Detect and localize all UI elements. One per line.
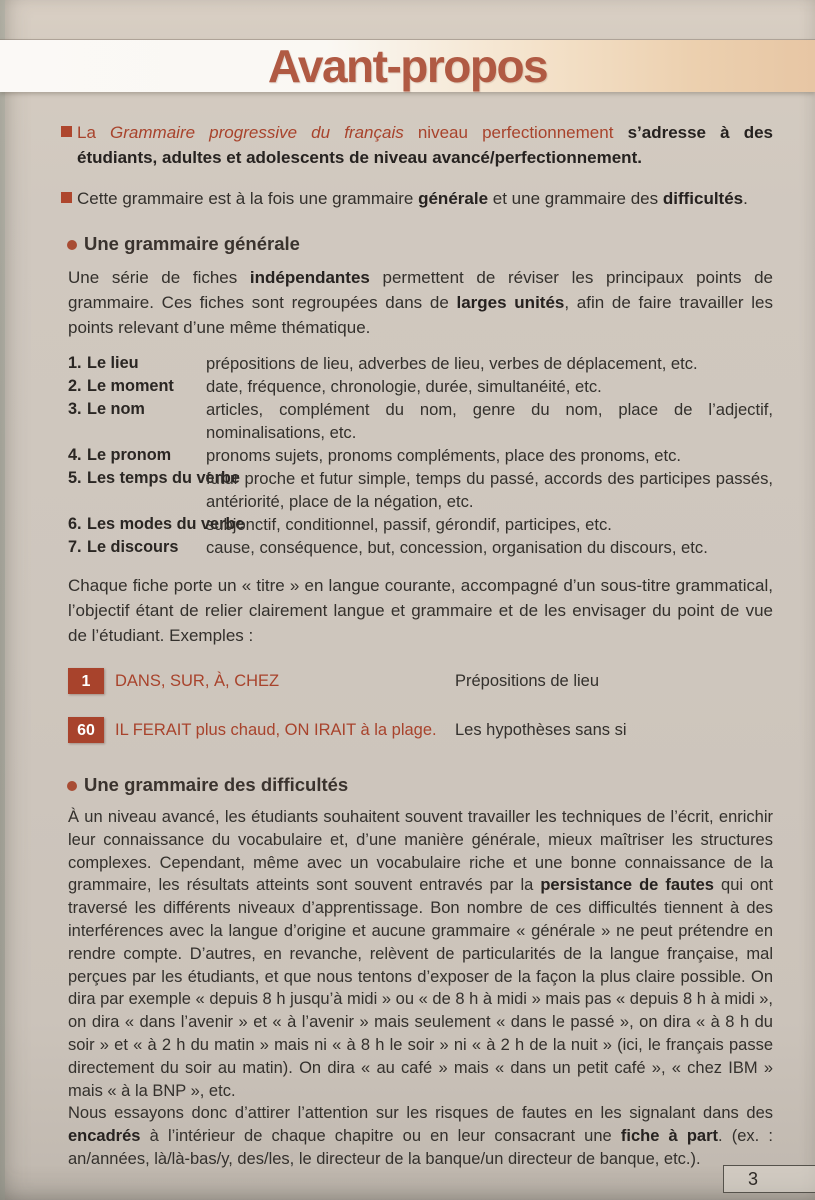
unit-number: 7. bbox=[68, 538, 82, 556]
title-banner bbox=[0, 40, 815, 92]
unit-description: date, fréquence, chronologie, durée, simultanéité, etc. bbox=[206, 377, 602, 396]
intro2-run: Cette grammaire est à la fois une grammaire bbox=[77, 189, 419, 208]
book-level-text: niveau perfectionnement bbox=[403, 123, 628, 142]
unit-number: 3. bbox=[68, 400, 82, 418]
intro2-run: . bbox=[743, 189, 748, 208]
unit-number: 1. bbox=[68, 354, 82, 372]
intro-paragraph-2 bbox=[68, 186, 773, 211]
unit-list-item bbox=[68, 513, 773, 536]
unit-term: Les temps du verbe bbox=[87, 469, 240, 487]
unit-number: 4. bbox=[68, 446, 82, 464]
paragraph-bold-encadres: encadrés bbox=[68, 1127, 141, 1146]
paragraph-run: Une série de fiches bbox=[68, 268, 250, 287]
section-heading-text: Une grammaire des difficultés bbox=[84, 774, 349, 795]
fiche-number-badge: 1 bbox=[68, 668, 104, 694]
fiche-title: IL FERAIT plus chaud, ON IRAIT à la plage. bbox=[115, 720, 437, 739]
unit-term: Le moment bbox=[87, 377, 174, 395]
fiche-title-paragraph: Chaque fiche porte un « titre » en langue courante, accompagné d’un sous-titre grammatical, l’objectif étant de relier clairement langue et grammaire et de les envisager du point de vue de l’étudiant. Exemples : bbox=[68, 576, 773, 645]
book-audience-text: s’adresse à des étudiants, adultes et adolescents de niveau avancé/perfectionnement. bbox=[77, 123, 774, 167]
paragraph-run: À un niveau avancé, les étudiants souhaitent souvent travailler les techniques de l’écrit, enrichir leur connaissance du vocabulaire et, d’une manière générale, mieux maîtriser les structures complexes. Cependant, même avec un vocabulaire riche et une bonne connaissance de la grammaire, les résultats atteints sont souvent entravés par la bbox=[68, 808, 773, 895]
paragraph-run: qui ont traversé les différents niveaux d’apprentissage. Bon nombre de ces difficultés tiennent à des interférences avec la langue d’origine et aucune grammaire « générale » ne peut prétendre en rendre compte. D’autres, en revanche, relèvent de particularités de la langue française, mal perçues par les étudiants, et que nous tentons d’exposer de la façon la plus claire possible. On dira par exemple « depuis 8 h jusqu’à midi » ou « de 8 h à midi » mais pas « depuis 8 h à midi », on dira « dans l’avenir » et « à l’avenir » mais seulement « dans le passé », on dira « à 8 h du soir » et « à 2 h du matin » mais ni « à 8 h le soir » ni « à 2 h de la nuit » (ici, le français passe directement du soir au matin). On dira « au café » mais « dans un petit café », « chez IBM » mais « à la BNP », etc. bbox=[68, 876, 774, 1100]
unit-list bbox=[68, 352, 773, 559]
fiche-subtitle: Les hypothèses sans si bbox=[455, 720, 627, 739]
example-fiche-row bbox=[68, 717, 773, 743]
book-intro-lead: La bbox=[77, 123, 111, 142]
fiche-subtitle: Prépositions de lieu bbox=[455, 671, 600, 690]
unit-description: subjonctif, conditionnel, passif, gérondif, participes, etc. bbox=[206, 515, 612, 534]
fiche-title: DANS, SUR, À, CHEZ bbox=[115, 671, 280, 690]
unit-number: 5. bbox=[68, 469, 82, 487]
unit-list-item bbox=[68, 444, 773, 467]
paragraph-run: Nous essayons donc d’attirer l’attention sur les risques de fautes en les signalant dans des bbox=[68, 1104, 773, 1123]
unit-list-item bbox=[68, 398, 773, 444]
paragraph-run: à l’intérieur de chaque chapitre ou en leur consacrant une bbox=[140, 1127, 621, 1146]
square-bullet-icon bbox=[61, 192, 72, 203]
section-bullet-icon bbox=[67, 240, 77, 250]
paragraph-bold-fiche-a-part: fiche à part bbox=[620, 1127, 719, 1146]
paragraph-bold-independantes: indépendantes bbox=[249, 268, 370, 287]
unit-number: 2. bbox=[68, 377, 82, 395]
unit-term: Le lieu bbox=[87, 354, 139, 372]
book-title-text: Grammaire progressive du français bbox=[110, 123, 404, 142]
paragraph-run: permettent de réviser les principaux points de grammaire. Ces fiches sont regroupées dans de bbox=[68, 268, 773, 312]
section-heading-general bbox=[68, 233, 773, 255]
difficulties-paragraph-2 bbox=[68, 1102, 773, 1170]
square-bullet-icon bbox=[61, 126, 72, 137]
unit-term: Les modes du verbe bbox=[87, 515, 245, 533]
difficulties-paragraph-1 bbox=[68, 806, 773, 1102]
unit-description: cause, conséquence, but, concession, organisation du discours, etc. bbox=[206, 538, 708, 557]
intro2-bold-difficultes: difficultés bbox=[662, 189, 744, 208]
section-bullet-icon bbox=[67, 781, 77, 791]
unit-description: prépositions de lieu, adverbes de lieu, verbes de déplacement, etc. bbox=[206, 354, 698, 373]
unit-list-item bbox=[68, 536, 773, 559]
unit-term: Le discours bbox=[87, 538, 179, 556]
general-intro-paragraph bbox=[68, 265, 773, 340]
page-number-box bbox=[723, 1165, 815, 1193]
page-title: Avant-propos bbox=[267, 40, 548, 92]
unit-number: 6. bbox=[68, 515, 82, 533]
intro2-run: et une grammaire des bbox=[488, 189, 663, 208]
unit-description: pronoms sujets, pronoms compléments, place des pronoms, etc. bbox=[206, 446, 681, 465]
unit-list-item bbox=[68, 375, 773, 398]
unit-description: articles, complément du nom, genre du nom, place de l’adjectif, nominalisations, etc. bbox=[206, 400, 773, 442]
section-heading-difficultes bbox=[68, 774, 773, 796]
example-fiche-row bbox=[68, 668, 773, 694]
paragraph-run: , afin de faire travailler les points relevant d’une même thématique. bbox=[68, 293, 774, 337]
unit-list-item bbox=[68, 467, 773, 513]
page-content bbox=[68, 120, 773, 1171]
paragraph-bold-persistance: persistance de fautes bbox=[540, 876, 714, 895]
unit-description: futur proche et futur simple, temps du passé, accords des participes passés, antériorité, place de la négation, etc. bbox=[206, 469, 773, 511]
intro2-bold-general: générale bbox=[418, 189, 489, 208]
intro-paragraph-1 bbox=[68, 120, 773, 170]
paragraph-run: . (ex. : an/années, là/là-bas/y, des/les, le directeur de la banque/un directeur de banque, etc.). bbox=[68, 1127, 774, 1168]
paragraph-bold-larges-unites: larges unités bbox=[456, 293, 565, 312]
unit-term: Le pronom bbox=[87, 446, 172, 464]
unit-list-item bbox=[68, 352, 773, 375]
section-heading-text: Une grammaire générale bbox=[84, 233, 300, 254]
unit-term: Le nom bbox=[87, 400, 145, 418]
fiche-number-badge: 60 bbox=[68, 717, 104, 743]
page-number: 3 bbox=[748, 1168, 759, 1189]
